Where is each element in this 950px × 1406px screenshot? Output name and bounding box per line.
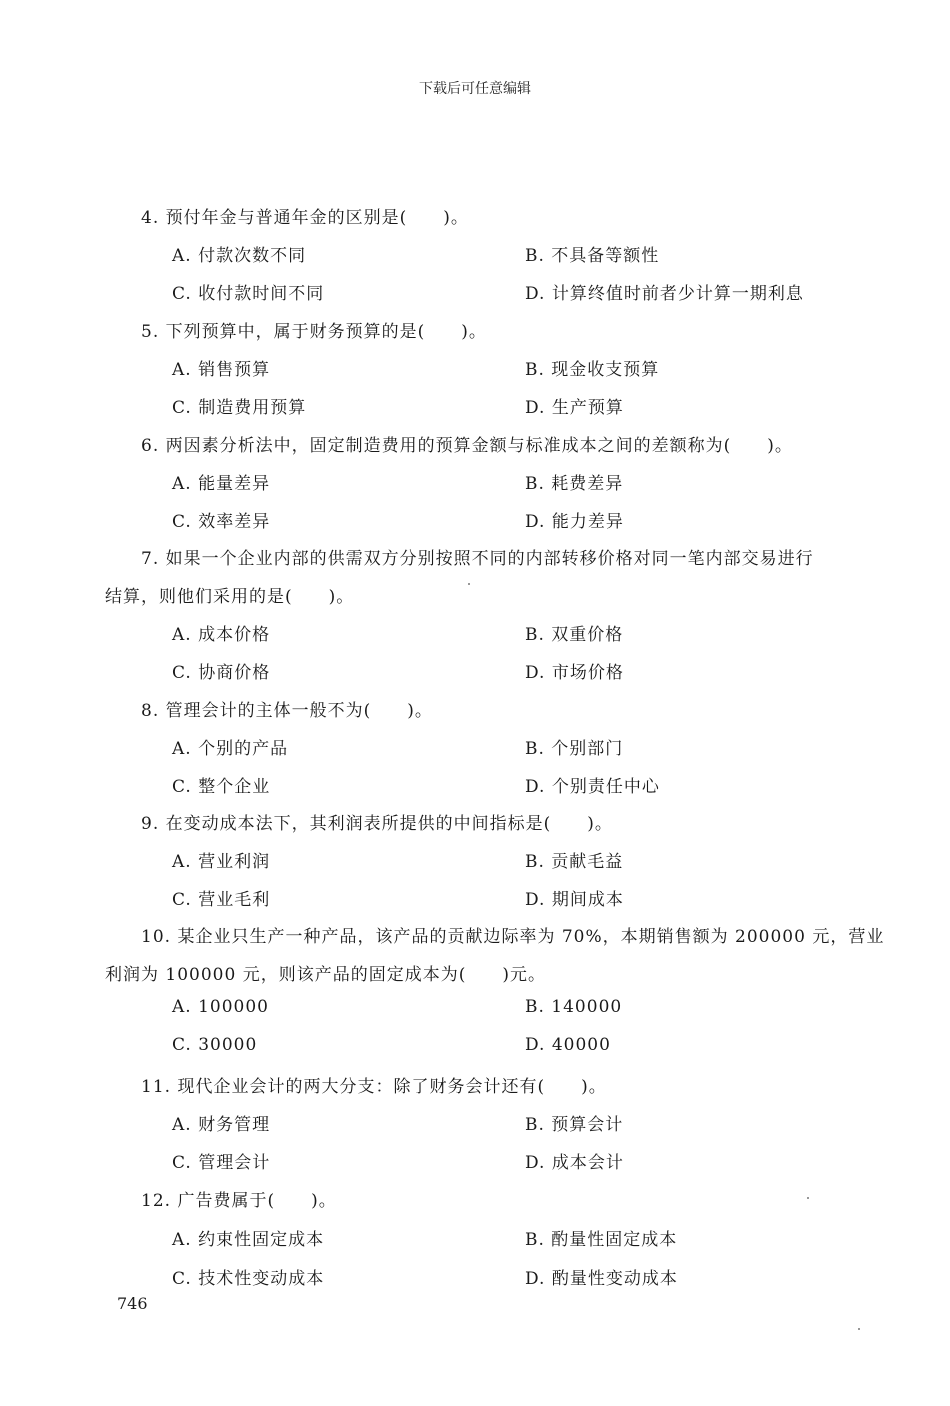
question-5-option-a: A. 销售预算: [172, 360, 271, 380]
header-note: 下载后可任意编辑: [419, 81, 531, 97]
page-number: 746: [117, 1294, 148, 1313]
question-9-option-c: C. 营业毛利: [172, 890, 271, 910]
question-10-stem-line2: 利润为 100000 元，则该产品的固定成本为( )元。: [105, 965, 546, 985]
question-8-option-d: D. 个别责任中心: [525, 777, 660, 797]
question-12-option-b: B. 酌量性固定成本: [525, 1230, 678, 1250]
question-11-option-d: D. 成本会计: [525, 1153, 624, 1173]
question-11-option-b: B. 预算会计: [525, 1115, 624, 1135]
question-5-option-b: B. 现金收支预算: [525, 360, 660, 380]
question-7-option-d: D. 市场价格: [525, 663, 624, 683]
question-6-option-a: A. 能量差异: [172, 474, 271, 494]
question-6-option-d: D. 能力差异: [525, 512, 624, 532]
question-5-option-c: C. 制造费用预算: [172, 398, 307, 418]
question-8-option-c: C. 整个企业: [172, 777, 271, 797]
question-7-option-c: C. 协商价格: [172, 663, 271, 683]
question-6-stem: 6. 两因素分析法中，固定制造费用的预算金额与标准成本之间的差额称为( )。: [141, 436, 793, 456]
question-9-option-d: D. 期间成本: [525, 890, 624, 910]
question-9-option-b: B. 贡献毛益: [525, 852, 624, 872]
question-11-option-c: C. 管理会计: [172, 1153, 271, 1173]
question-11-option-a: A. 财务管理: [172, 1115, 271, 1135]
question-12-option-c: C. 技术性变动成本: [172, 1269, 325, 1289]
question-12-option-d: D. 酌量性变动成本: [525, 1269, 678, 1289]
question-8-option-b: B. 个别部门: [525, 739, 624, 759]
question-12-stem: 12. 广告费属于( )。: [141, 1191, 337, 1211]
question-6-option-c: C. 效率差异: [172, 512, 271, 532]
question-12-option-a: A. 约束性固定成本: [172, 1230, 325, 1250]
scan-speck: [468, 583, 470, 585]
question-4-option-b: B. 不具备等额性: [525, 246, 660, 266]
scan-speck: [807, 1197, 809, 1199]
question-7-option-a: A. 成本价格: [172, 625, 271, 645]
question-6-option-b: B. 耗费差异: [525, 474, 624, 494]
question-7-option-b: B. 双重价格: [525, 625, 624, 645]
question-8-option-a: A. 个别的产品: [172, 739, 289, 759]
question-9-stem: 9. 在变动成本法下，其利润表所提供的中间指标是( )。: [141, 814, 613, 834]
question-4-option-c: C. 收付款时间不同: [172, 284, 325, 304]
question-10-option-b: B. 140000: [525, 997, 623, 1017]
question-4-stem: 4. 预付年金与普通年金的区别是( )。: [141, 208, 469, 228]
question-7-stem-line2: 结算，则他们采用的是( )。: [105, 587, 355, 607]
question-5-option-d: D. 生产预算: [525, 398, 624, 418]
question-8-stem: 8. 管理会计的主体一般不为( )。: [141, 701, 433, 721]
question-4-option-d: D. 计算终值时前者少计算一期利息: [525, 284, 804, 304]
question-10-option-d: D. 40000: [525, 1035, 611, 1055]
question-5-stem: 5. 下列预算中，属于财务预算的是( )。: [141, 322, 487, 342]
question-10-option-a: A. 100000: [172, 997, 269, 1017]
question-11-stem: 11. 现代企业会计的两大分支：除了财务会计还有( )。: [141, 1077, 607, 1097]
question-4-option-a: A. 付款次数不同: [172, 246, 307, 266]
question-7-stem-line1: 7. 如果一个企业内部的供需双方分别按照不同的内部转移价格对同一笔内部交易进行: [141, 549, 814, 569]
question-10-stem-line1: 10. 某企业只生产一种产品，该产品的贡献边际率为 70%，本期销售额为 200000 元，营业: [141, 927, 885, 947]
question-10-option-c: C. 30000: [172, 1035, 258, 1055]
question-9-option-a: A. 营业利润: [172, 852, 271, 872]
scan-speck: [858, 1328, 860, 1330]
